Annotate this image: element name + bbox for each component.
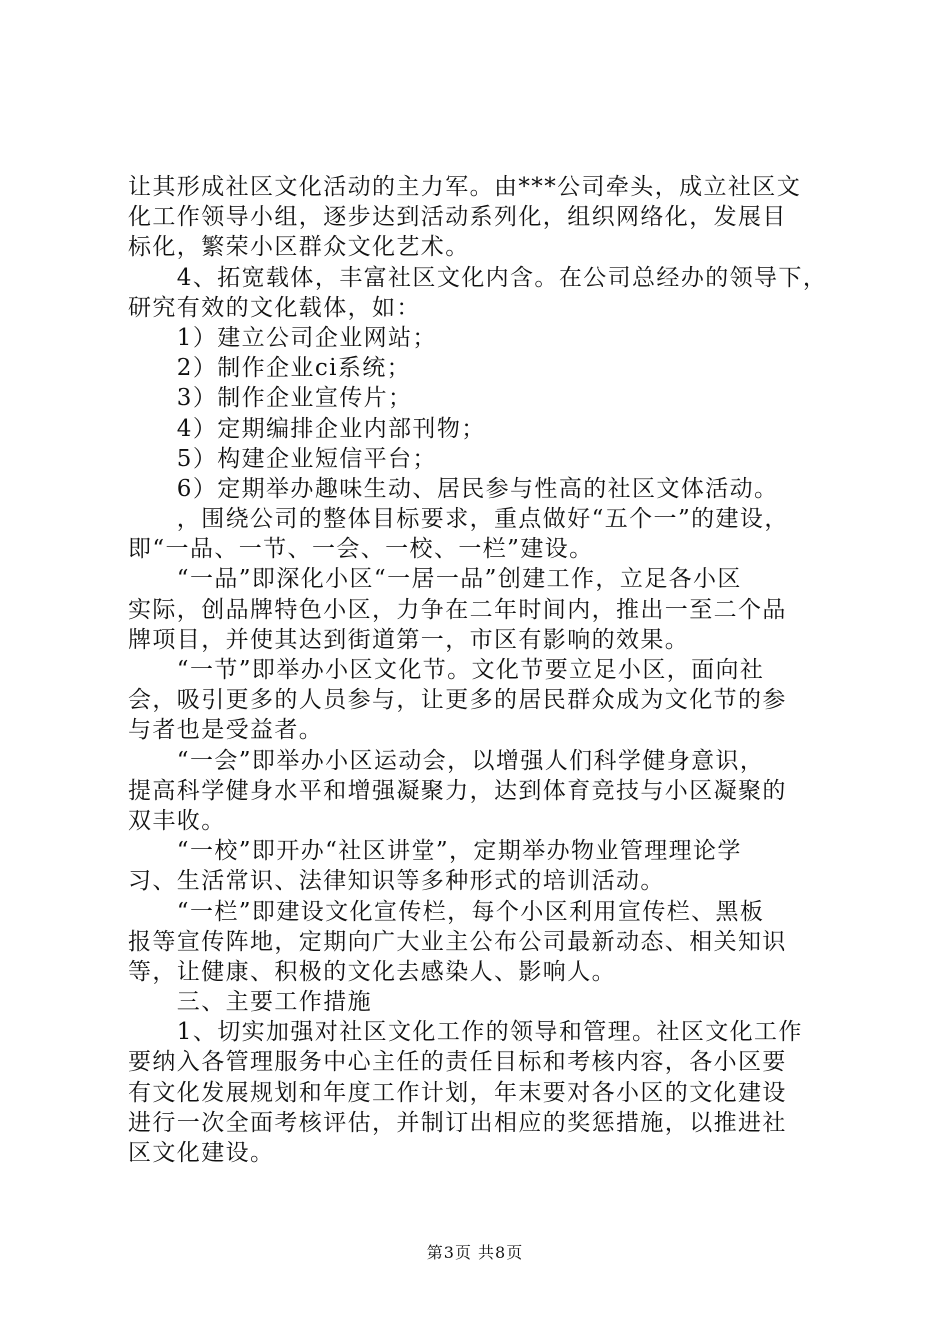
text-line: 1、切实加强对社区文化工作的领导和管理。社区文化工作 <box>128 1019 803 1046</box>
text-line: 三、主要工作措施 <box>128 989 372 1016</box>
text-line: 即“一品、一节、一会、一校、一栏”建设。 <box>128 536 594 563</box>
page-footer: 第3页 共8页 <box>426 1243 524 1262</box>
text-line: “一校”即开办“社区讲堂”，定期举办物业管理理论学 <box>128 838 742 865</box>
text-line: 有文化发展规划和年度工作计划，年末要对各小区的文化建设 <box>128 1079 787 1106</box>
text-line: 标化，繁荣小区群众文化艺术。 <box>128 234 470 261</box>
text-line: 4、拓宽载体，丰富社区文化内含。在公司总经办的领导下， <box>128 264 828 291</box>
text-line: ，围绕公司的整体目标要求，重点做好“五个一”的建设， <box>128 506 789 533</box>
text-line: 要纳入各管理服务中心主任的责任目标和考核内容，各小区要 <box>128 1049 787 1076</box>
text-line: 进行一次全面考核评估，并制订出相应的奖惩措施，以推进社 <box>128 1109 787 1136</box>
text-line: 牌项目，并使其达到街道第一，市区有影响的效果。 <box>128 626 690 653</box>
text-line: 研究有效的文化载体，如： <box>128 294 421 321</box>
text-line: 与者也是受益者。 <box>128 717 324 744</box>
text-line: 1）建立公司企业网站； <box>128 324 437 351</box>
text-line: 习、生活常识、法律知识等多种形式的培训活动。 <box>128 868 665 895</box>
text-line: “一品”即深化小区“一居一品”创建工作，立足各小区 <box>128 566 742 593</box>
text-line: “一会”即举办小区运动会，以增强人们科学健身意识， <box>128 747 765 774</box>
text-line: 4）定期编排企业内部刊物； <box>128 415 486 442</box>
text-line: 5）构建企业短信平台； <box>128 445 437 472</box>
text-line: 区文化建设。 <box>128 1140 275 1166</box>
text-line: 双丰收。 <box>128 807 226 834</box>
body-text <box>128 172 834 1168</box>
text-line: 会，吸引更多的人员参与，让更多的居民群众成为文化节的参 <box>128 687 787 714</box>
text-line: 6）定期举办趣味生动、居民参与性高的社区文体活动。 <box>128 475 779 502</box>
text-line: 实际，创品牌特色小区，力争在二年时间内，推出一至二个品 <box>128 596 787 623</box>
text-line: 让其形成社区文化活动的主力军。由***公司牵头，成立社区文 <box>128 174 802 200</box>
text-line: 3）制作企业宣传片； <box>128 385 413 412</box>
text-line: 化工作领导小组，逐步达到活动系列化，组织网络化，发展目 <box>128 204 787 231</box>
text-line: 2）制作企业ci系统； <box>128 355 412 382</box>
text-line: 提高科学健身水平和增强凝聚力，达到体育竞技与小区凝聚的 <box>128 777 787 804</box>
text-line: “一节”即举办小区文化节。文化节要立足小区，面向社 <box>128 657 765 683</box>
text-line: 报等宣传阵地，定期向广大业主公布公司最新动态、相关知识 <box>128 928 787 955</box>
text-line: “一栏”即建设文化宣传栏，每个小区利用宣传栏、黑板 <box>128 898 765 925</box>
text-line: 等，让健康、积极的文化去感染人、影响人。 <box>128 958 616 985</box>
